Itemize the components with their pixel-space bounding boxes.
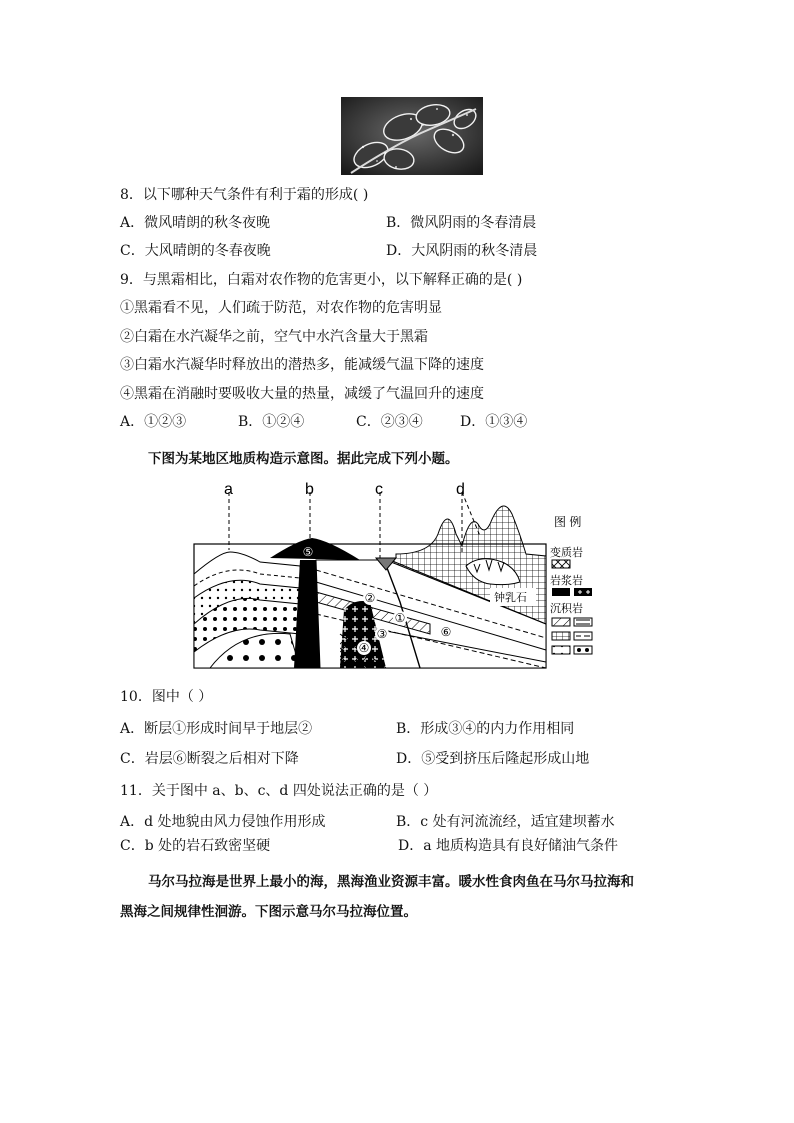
- q11-stem: 11．关于图中 a、b、c、d 四处说法正确的是（ ）: [120, 783, 438, 799]
- q9-statement-2: ②白霜在水汽凝华之前，空气中水汽含量大于黑霜: [120, 329, 428, 345]
- marker-2: ②: [364, 591, 376, 605]
- q9-statement-3: ③白霜水汽凝华时释放出的潜热多，能减缓气温下降的速度: [120, 357, 484, 373]
- q10-stem: 10．图中（ ）: [120, 689, 213, 705]
- q9-statement-1: ①黑霜看不见，人们疏于防范，对农作物的危害明显: [120, 300, 442, 316]
- sea-intro-line-1: 马尔马拉海是世界上最小的海，黑海渔业资源丰富。暖水性食肉鱼在马尔马拉海和: [148, 874, 634, 890]
- point-label-a: a: [224, 481, 233, 498]
- q9-option-d: D．①③④: [460, 414, 528, 430]
- q10-option-a: A．断层①形成时间早于地层②: [120, 721, 313, 737]
- q9-statement-4: ④黑霜在消融时要吸收大量的热量，减缓了气温回升的速度: [120, 386, 484, 402]
- marker-4: ④: [358, 641, 370, 655]
- q10-option-d: D．⑤受到挤压后隆起形成山地: [396, 751, 590, 767]
- frost-leaf-photo: [341, 97, 483, 175]
- geology-intro: 下图为某地区地质构造示意图。据此完成下列小题。: [148, 451, 459, 467]
- marker-1: ①: [394, 611, 406, 625]
- q10-option-c: C．岩层⑥断裂之后相对下降: [120, 751, 299, 767]
- q9-option-a: A．①②③: [120, 414, 187, 430]
- legend-sedimentary: 沉积岩: [550, 603, 583, 615]
- q9-stem: 9．与黑霜相比，白霜对农作物的危害更小，以下解释正确的是( ): [120, 272, 523, 288]
- q11-option-b: B．c 处有河流流经，适宜建坝蓄水: [396, 814, 615, 830]
- q8-option-b: B．微风阴雨的冬春清晨: [386, 215, 537, 231]
- sea-intro-line-2: 黑海之间规律性洄游。下图示意马尔马拉海位置。: [120, 904, 417, 920]
- marker-5: ⑤: [302, 545, 314, 559]
- q8-option-c: C．大风晴朗的冬春夜晚: [120, 243, 271, 259]
- q8-stem: 8．以下哪种天气条件有利于霜的形成( ): [120, 187, 369, 203]
- marker-6: ⑥: [440, 625, 452, 639]
- legend: [550, 514, 592, 654]
- legend-igneous: 岩浆岩: [550, 575, 583, 587]
- cave-label: 钟乳石: [494, 592, 527, 604]
- legend-metamorphic: 变质岩: [550, 547, 583, 559]
- q11-option-c: C．b 处的岩石致密坚硬: [120, 838, 271, 854]
- q11-option-a: A．d 处地貌由风力侵蚀作用形成: [120, 814, 326, 830]
- point-label-d: d: [456, 481, 465, 498]
- legend-title: 图 例: [554, 515, 582, 529]
- marker-3: ③: [376, 627, 388, 641]
- q9-option-c: C．②③④: [356, 414, 423, 430]
- geologic-structure-diagram: [190, 474, 610, 674]
- q10-option-b: B．形成③④的内力作用相同: [396, 721, 575, 737]
- q11-option-d: D．a 地质构造具有良好储油气条件: [398, 838, 619, 854]
- q8-option-a: A．微风晴朗的秋冬夜晚: [120, 215, 271, 231]
- q8-option-d: D．大风阴雨的秋冬清晨: [386, 243, 538, 259]
- q9-option-b: B．①②④: [238, 414, 305, 430]
- point-label-c: c: [375, 481, 383, 498]
- point-label-b: b: [305, 481, 314, 498]
